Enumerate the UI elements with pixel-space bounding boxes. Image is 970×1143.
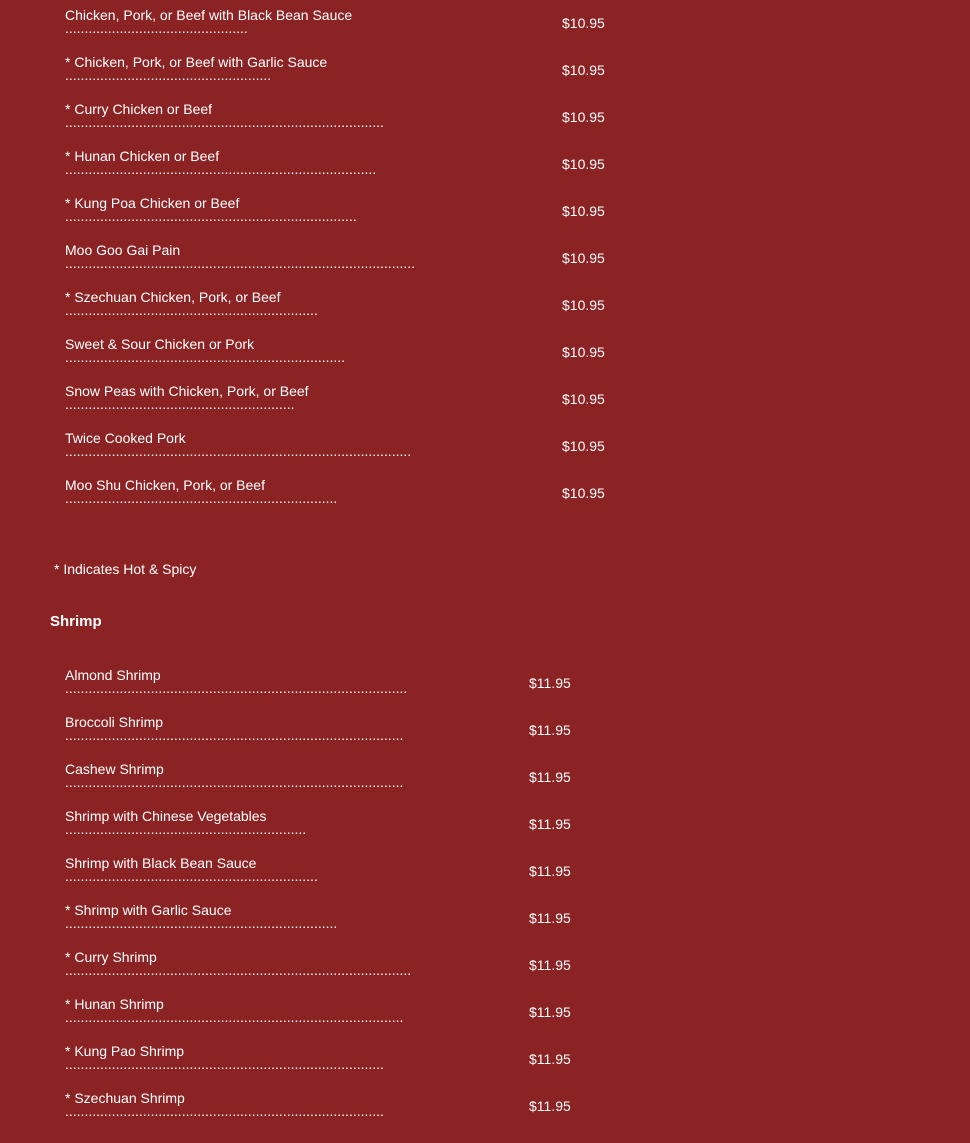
menu-item-leader: ....................................................................................... xyxy=(65,774,404,790)
menu-item-price: $10.95 xyxy=(562,485,605,501)
spicy-note: * Indicates Hot & Spicy xyxy=(54,561,197,577)
menu-item-leader: ......................................................................................... xyxy=(65,443,412,459)
menu-item-leader: ...................................................................... xyxy=(65,915,338,931)
menu-item-name: Shrimp with Black Bean Sauce xyxy=(65,855,257,871)
menu-item-name: Shrimp with Chinese Vegetables xyxy=(65,808,267,824)
menu-item-name: Moo Goo Gai Pain xyxy=(65,242,181,258)
menu-item-price: $11.95 xyxy=(529,816,571,832)
menu-item-name: Twice Cooked Pork xyxy=(65,430,186,446)
menu-item-leader: ........................................................... xyxy=(65,396,295,412)
menu-item-leader: ...................................................................... xyxy=(65,490,338,506)
menu-item-name: Snow Peas with Chicken, Pork, or Beef xyxy=(65,383,309,399)
menu-item-name: Broccoli Shrimp xyxy=(65,714,164,730)
menu-item-price: $11.95 xyxy=(529,1098,571,1114)
menu-item-price: $11.95 xyxy=(529,1004,571,1020)
menu-item-leader: ................................................................. xyxy=(65,868,318,884)
menu-item-price: $11.95 xyxy=(529,1051,571,1067)
menu-item-price: $10.95 xyxy=(562,344,605,360)
menu-item-price: $11.95 xyxy=(529,957,571,973)
menu-item-price: $10.95 xyxy=(562,156,605,172)
menu-item-name: * Chicken, Pork, or Beef with Garlic Sauce xyxy=(65,54,328,70)
menu-item-name: Sweet & Sour Chicken or Pork xyxy=(65,336,255,352)
section-heading-shrimp: Shrimp xyxy=(50,613,102,630)
menu-item-leader: .................................................................................. xyxy=(65,1103,384,1119)
menu-item-leader: ........................................................................... xyxy=(65,208,357,224)
menu-item-name: * Hunan Chicken or Beef xyxy=(65,148,220,164)
menu-item-price: $10.95 xyxy=(562,15,605,31)
menu-item-name: Cashew Shrimp xyxy=(65,761,164,777)
menu-item-name: * Kung Poa Chicken or Beef xyxy=(65,195,240,211)
menu-item-name: * Kung Pao Shrimp xyxy=(65,1043,185,1059)
menu-item-name: Almond Shrimp xyxy=(65,667,161,683)
menu-item-leader: .............................................................. xyxy=(65,821,307,837)
menu-item-price: $10.95 xyxy=(562,391,605,407)
menu-item-price: $10.95 xyxy=(562,438,605,454)
menu-item-price: $10.95 xyxy=(562,62,605,78)
menu-item-leader: ......................................................................................... xyxy=(65,962,412,978)
menu-item-leader: ............................................... xyxy=(65,20,248,36)
menu-item-price: $10.95 xyxy=(562,250,605,266)
menu-item-leader: ........................................................................ xyxy=(65,349,346,365)
menu-item-leader: ....................................................................................... xyxy=(65,727,404,743)
menu-item-name: * Curry Shrimp xyxy=(65,949,157,965)
menu-item-price: $11.95 xyxy=(529,910,571,926)
menu-item-price: $11.95 xyxy=(529,675,571,691)
menu-item-name: Moo Shu Chicken, Pork, or Beef xyxy=(65,477,265,493)
menu-item-name: * Hunan Shrimp xyxy=(65,996,164,1012)
menu-item-leader: ....................................................................................... xyxy=(65,1009,404,1025)
menu-item-price: $11.95 xyxy=(529,722,571,738)
menu-item-leader: .......................................................................................... xyxy=(65,255,416,271)
menu-item-name: * Shrimp with Garlic Sauce xyxy=(65,902,232,918)
menu-item-leader: ........................................................................................ xyxy=(65,680,408,696)
menu-item-leader: .................................................................................. xyxy=(65,114,384,130)
menu-item-name: * Curry Chicken or Beef xyxy=(65,101,213,117)
menu-item-price: $10.95 xyxy=(562,109,605,125)
menu-item-leader: .................................................................................. xyxy=(65,1056,384,1072)
menu-item-leader: ..................................................... xyxy=(65,67,272,83)
menu-item-name: Chicken, Pork, or Beef with Black Bean Sauce xyxy=(65,7,353,23)
menu-item-name: * Szechuan Chicken, Pork, or Beef xyxy=(65,289,281,305)
menu-item-name: * Szechuan Shrimp xyxy=(65,1090,185,1106)
menu-item-leader: ................................................................. xyxy=(65,302,318,318)
menu-item-leader: ................................................................................ xyxy=(65,161,377,177)
menu-item-price: $11.95 xyxy=(529,769,571,785)
menu-item-price: $11.95 xyxy=(529,863,571,879)
menu-item-price: $10.95 xyxy=(562,203,605,219)
menu-item-price: $10.95 xyxy=(562,297,605,313)
